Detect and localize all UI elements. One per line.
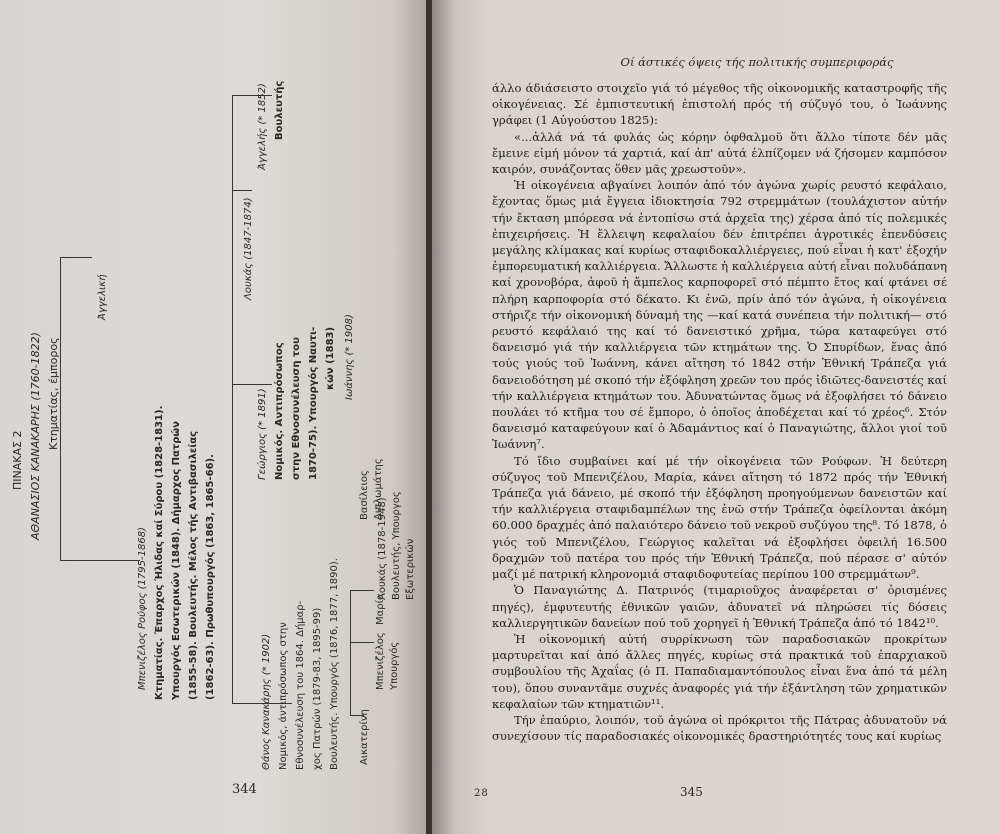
ioannis-name: Ιωάννης (* 1908) [344,314,355,400]
right-page [432,0,1000,834]
tree-root-branch [60,257,61,407]
loukas2-description-2: Εξωτερικών [405,538,416,600]
loukas-name: Λουκάς (1847-1874) [243,197,254,300]
signature-mark: 28 [474,788,489,799]
paragraph-4: Ὁ Παναγιώτης Δ. Πατρινός (τιμαριοῦχος ἀναφέρεται σ' ὁρισμένες πηγές), ἐμφυτευτής ἐθνικῶν γαιῶν, ἀδυνατεῖ νά πληρώσει τίς δόσεις καλλιεργητικῶν δανείων πού τοῦ χορηγεῖ ἡ Ἐθνική Τράπεζα ἀπό τό 1842¹⁰. [492,583,947,630]
root-name: ΑΘΑΝΑΣΙΟΣ ΚΑΝΑΚΑΡΗΣ (1760-1822) [29,332,42,540]
thanos-name: Θάνος Κανακάρης (* 1902) [261,633,272,770]
tree-children-vertical [232,95,233,385]
benizelos2-name: Μπενιζέλος [375,632,386,690]
vasileios-description: Διπλωμάτης [373,458,384,520]
aikaterini-name: Αικατερίνη [359,709,370,765]
tree-georgios-vertical [232,384,233,704]
vasileios-name: Βασίλειος [359,470,370,520]
maria-name: Μαρία [375,593,386,625]
table-label: ΠΙΝΑΚΑΣ 2 [11,430,24,490]
tree-children-mid [232,190,252,191]
benizelos-name: Μπενιζέλος Ρούφος (1795-1868) [137,527,148,690]
tree-branch-benizelos [60,560,140,561]
thanos-line-1: Νομικός, άντιπρόσωπος στην [278,622,289,770]
paragraph-5: Ἡ οἰκονομική αὐτή συρρίκνωση τῶν παραδοσιακῶν προκρίτων μαρτυρεῖται καί ἀπό ἄλλες πηγές, κυρίως στά πρακτικά τοῦ ἐπαρχιακοῦ συμβουλίου τῆς Ἀχαΐας (ὁ Π. Παπαδιαμαντόπουλος εἶναι ἕνα ἀπό τά μέλη του), ὅπου συναντᾶμε συχνές ἀναφορές γιά τήν ἐξάντληση τῶν χρηματικῶν κεφαλαίων τῶν κτηματιῶν¹¹. [492,631,947,711]
body-text [492,80,947,744]
running-head: Οί άστικές όψεις τής πολιτικής συμπεριφοράς [620,55,894,69]
loukas2-name: Λουκάς (1878-1948) [377,497,388,600]
georgios-line-1: Νομικός. Αντιπρόσωπος [274,342,285,480]
root-description: Κτηματίας, έμπορος [47,337,60,450]
quotation: «...ἀλλά νά τά φυλάς ὡς κόρην ὀφθαλμοῦ ὅτι ἄλλο τίποτε δέν μᾶς ἔμεινε εἰμή μόνον τά χαρτιά, καί ἀπ' αὐτά ἐλπίζομεν νά ζήσομεν καμπόσον καιρόν, συνάζοντας ὅθεν μᾶς χρεωστοῦν». [492,129,947,177]
angelis-name: Άγγελής (* 1852) [257,83,268,170]
angelis-description: Βουλευτής [274,80,285,140]
paragraph-3: Τό ἴδιο συμβαίνει καί μέ τήν οἰκογένεια τῶν Ρούφων. Ἡ δεύτερη σύζυγος τοῦ Μπενιζέλου, Μαρία, κάνει αἴτηση τό 1872 πρός τήν Ἐθνική Τράπεζα γιά δάνειο, μέ σκοπό τήν ἐξόφληση προηγούμενων δανειστῶν καί τήν καλλιέργεια σταφιδαμπέλων της ἐνῶ στήν Τράπεζα ὀφείλονται ἀκόμη 60.000 δραχμές ἀπό παλαιότερο δάνειο τοῦ νεκροῦ συζύγου της⁸. Τό 1878, ὁ γιός τοῦ Μπενιζέλου, Γεώργιος καλεῖται νά ἐξοφλήσει ὀφειλή 16.500 δραχμῶν τοῦ πατέρα του πρός τήν Ἐθνική Τράπεζα, πού πέρασε σ' αὐτόν μαζί μέ πατρική κληρονομιά σταφιδοφυτείας περίπου 100 στρεμμάτων⁹. [492,453,947,582]
angeliki-label: Άγγελική [97,274,108,320]
thanos-line-2: Εθνοσυνέλευση του 1864. Δήμαρ- [295,600,306,770]
georgios-line-4: κών (1883) [325,326,336,390]
paragraph-2: Ἡ οἰκογένεια αβγαίνει λοιπόν ἀπό τόν ἀγώνα χωρίς ρευστό κεφάλαιο, ἔχοντας ὅμως μιά ἔγγεια ἰδιοκτησία 792 στρεμμάτων (τουλάχιστον αὐτήν τήν ἔκταση μπόρεσα νά ἐντοπίσω στά ἀρχεῖα της) χέρσα ἀπό τίς πολεμικές ἐπιχειρήσεις. Ἡ ἔλλειψη κεφαλαίου δέν ἐπιτρέπει ἀγροτικές ἐπενδύσεις μεγάλης κλίμακας καί κυρίως σταφιδοκαλλιέργειες, πού εἶναι ἡ κατ' ἐξοχήν ἐμπορευματική καλλιέργεια. Ἄλλωστε ἡ καλλιέργεια αὐτή εἶναι πολυδάπανη καί χρονοβόρα, ἀφοῦ ἡ ἄμπελος καρποφορεῖ στό πέμπτο ἔτος καί φτάνει σέ πλήρη καρποφορία στό δέκατο. Κι ἐνῶ, πρίν ἀπό τόν ἀγώνα, ἡ οἰκογένεια στήριζε τήν οἰκονομική δύναμή της —καί κατά συνέπεια τήν πολιτική— στό ρευστό κεφάλαιό της καί τό δανειστικό χρῆμα, τώρα καταφεύγει στό δανεισμό γιά τήν καλλιέργεια τῶν κτημάτων της. Ὁ Σπυρίδων, ἕνας ἀπό τούς γιούς τοῦ Ἰωάννη, κάνει αἴτηση τό 1842 στήν Ἐθνική Τράπεζα γιά δανειοδότηση μέ σκοπό τήν ἐξόφληση χρεῶν του πρός ἰδιῶτες-δανειστές καί τήν καλλιέργεια κτημάτων του. Ἀδυνατώντας ὅμως νά ἐξοφλήσει τό δάνειο πουλάει τό κτῆμα του σέ ἔμπορο, ὁ ὁποῖος ἀποδέχεται καί τό χρέος⁶. Στόν δανεισμό καταφεύγουν καί ὁ Ἀδαμάντιος καί ὁ Παναγιώτης, ἄλλοι γιοί τοῦ Ἰωάννη⁷. [492,178,947,452]
tree-thanos-c2 [350,642,374,643]
benizelos-line-3: (1855-58). Βουλευτής. Μέλος τής Αντιβασιλείας [188,430,199,700]
tree-children-bottom [232,384,272,385]
georgios-line-3: 1870-75). Υπουργός Ναυτι- [308,326,319,480]
thanos-line-4: Βουλευτής. Υπουργός (1876, 1877, 1890). [329,558,340,770]
left-page [0,0,428,834]
tree-thanos-children [350,590,351,715]
right-page-number: 345 [680,785,703,799]
loukas2-description: Βουλευτής, Υπουργος [391,491,402,600]
benizelos-line-2: Υπουργός Εσωτερικών (1848). Δήμαρχος Πατρών [171,421,182,700]
paragraph-6: Τήν ἐπαύριο, λοιπόν, τοῦ ἀγώνα οἱ πρόκριτοι τῆς Πάτρας ἀδυνατοῦν νά συνεχίσουν τίς παραδοσιακές οἰκονομικές δραστηριότητές τους καί κυρίως [492,712,947,744]
benizelos-line-1: Κτηματίας. Έπαρχος Ήλιδας καί Σύρου (1828-1831). [154,405,165,700]
tree-thanos-c3 [350,590,374,591]
georgios-line-2: στην Εθνοσυνέλευση του [291,337,302,480]
paragraph-1: άλλο άδιάσειστο στοιχεῖο γιά τό μέγεθος τῆς οἰκονομικῆς καταστροφῆς τῆς οἰκογένειας. Σέ ἐμπιστευτική ἐπιστολή πρός τή σύζυγό του, ὁ Ἰωάννης γράφει (1 Αὐγούστου 1825): [492,81,947,128]
left-page-number: 344 [232,782,257,797]
benizelos2-description: Υπουργός [389,641,400,690]
benizelos-line-4: (1862-63). Πρωθυπουργός (1863, 1865-66). [205,454,216,700]
tree-root-stem [60,405,61,561]
georgios-name: Γεώργιος (* 1891) [257,388,268,480]
tree-branch-angeliki [60,257,92,258]
thanos-line-3: χος Πατρών (1879-83, 1895-99) [312,607,323,770]
